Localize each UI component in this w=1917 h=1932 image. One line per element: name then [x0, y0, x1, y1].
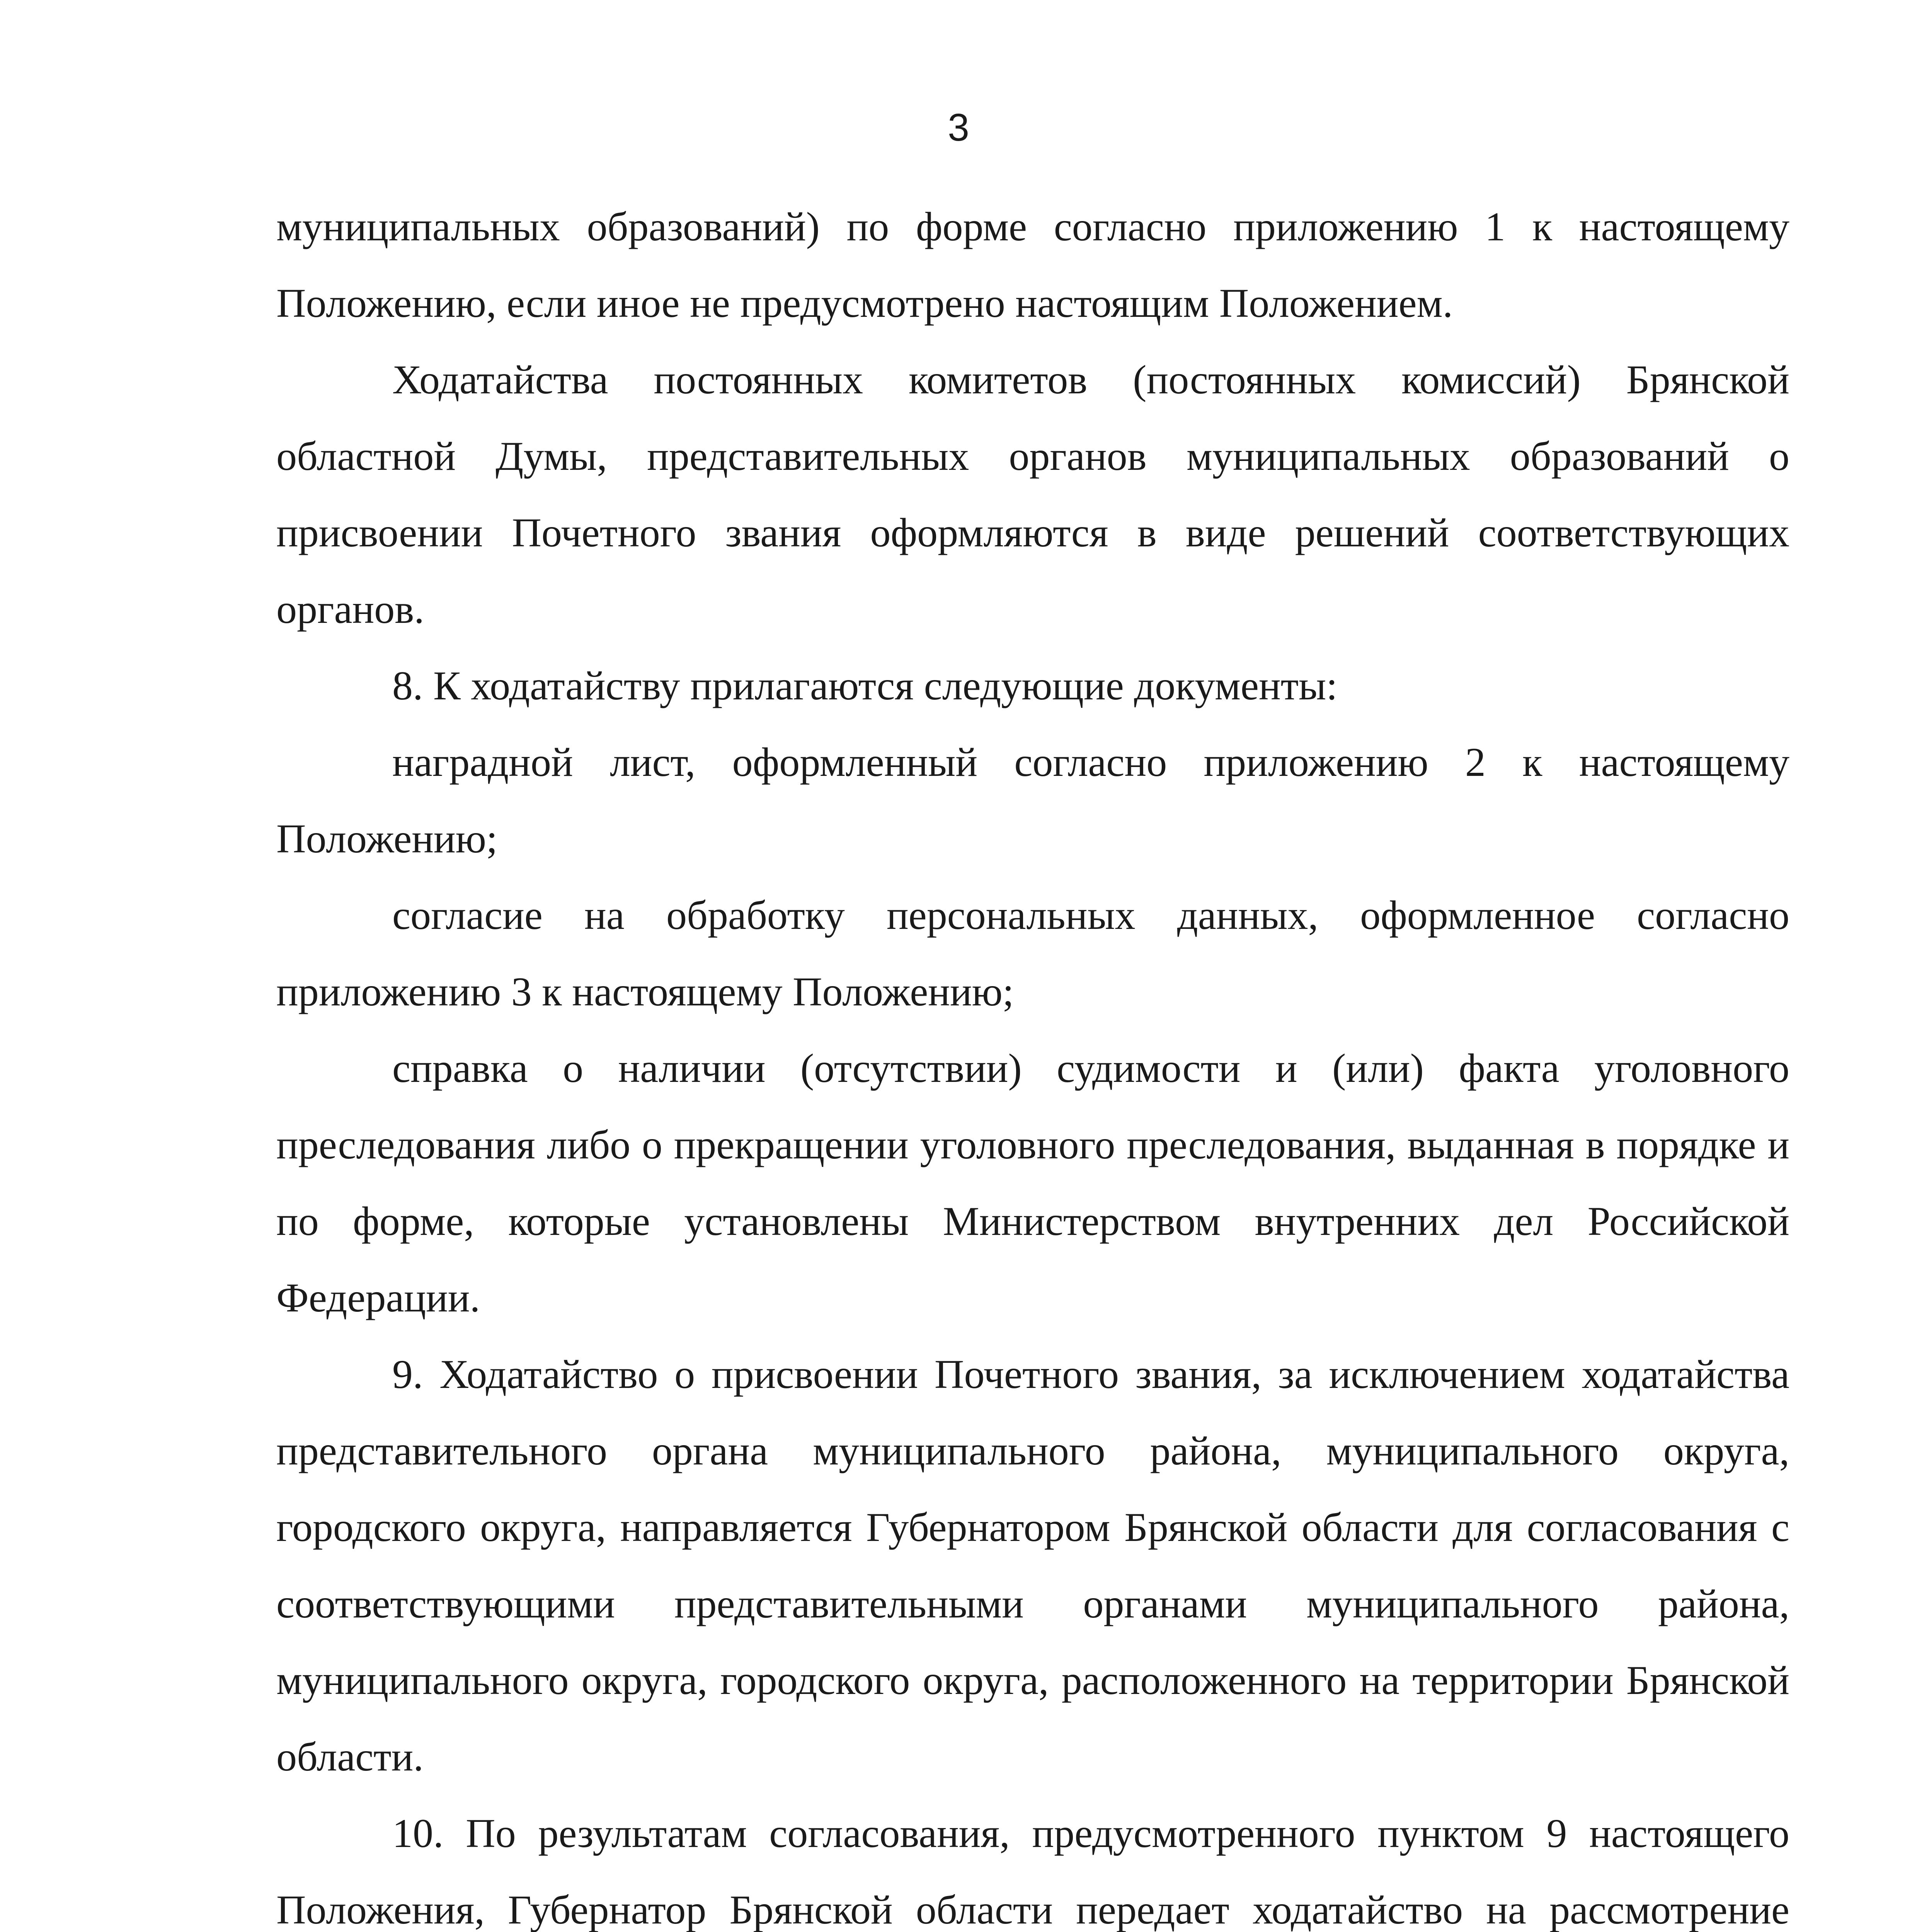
paragraph-award-sheet: наградной лист, оформленный согласно приложению 2 к настоящему Положению; — [276, 740, 1789, 861]
paragraph-petitions-format: Ходатайства постоянных комитетов (постоянных комиссий) Брянской областной Думы, представительных органов муниципальных образований о присвоении Почетного звания оформляются в виде решений соответствующих органов. — [276, 357, 1789, 632]
document-body — [276, 189, 1789, 1932]
paragraph-item-9: 9. Ходатайство о присвоении Почетного звания, за исключением ходатайства представительного органа муниципального района, муниципального округа, городского округа, направляется Губернатором Брянской области для согласования с соответствующими представительными органами муниципального района, муниципального округа, городского округа, расположенного на территории Брянской области. — [276, 1352, 1789, 1779]
paragraph-consent: согласие на обработку персональных данных, оформленное согласно приложению 3 к настоящему Положению; — [276, 893, 1789, 1014]
paragraph-criminal-record: справка о наличии (отсутствии) судимости и (или) факта уголовного преследования либо о прекращении уголовного преследования, выданная в порядке и по форме, которые установлены Министерством внутренних дел Российской Федерации. — [276, 1046, 1789, 1320]
paragraph-item-10: 10. По результатам согласования, предусмотренного пунктом 9 настоящего Положения, Губернатор Брянской области передает ходатайство на рассмотрение — [276, 1811, 1789, 1932]
page-number: 3 — [948, 106, 969, 149]
paragraph-continuation: муниципальных образований) по форме согласно приложению 1 к настоящему Положению, если иное не предусмотрено настоящим Положением. — [276, 204, 1789, 326]
paragraph-item-8: 8. К ходатайству прилагаются следующие документы: — [392, 663, 1338, 708]
